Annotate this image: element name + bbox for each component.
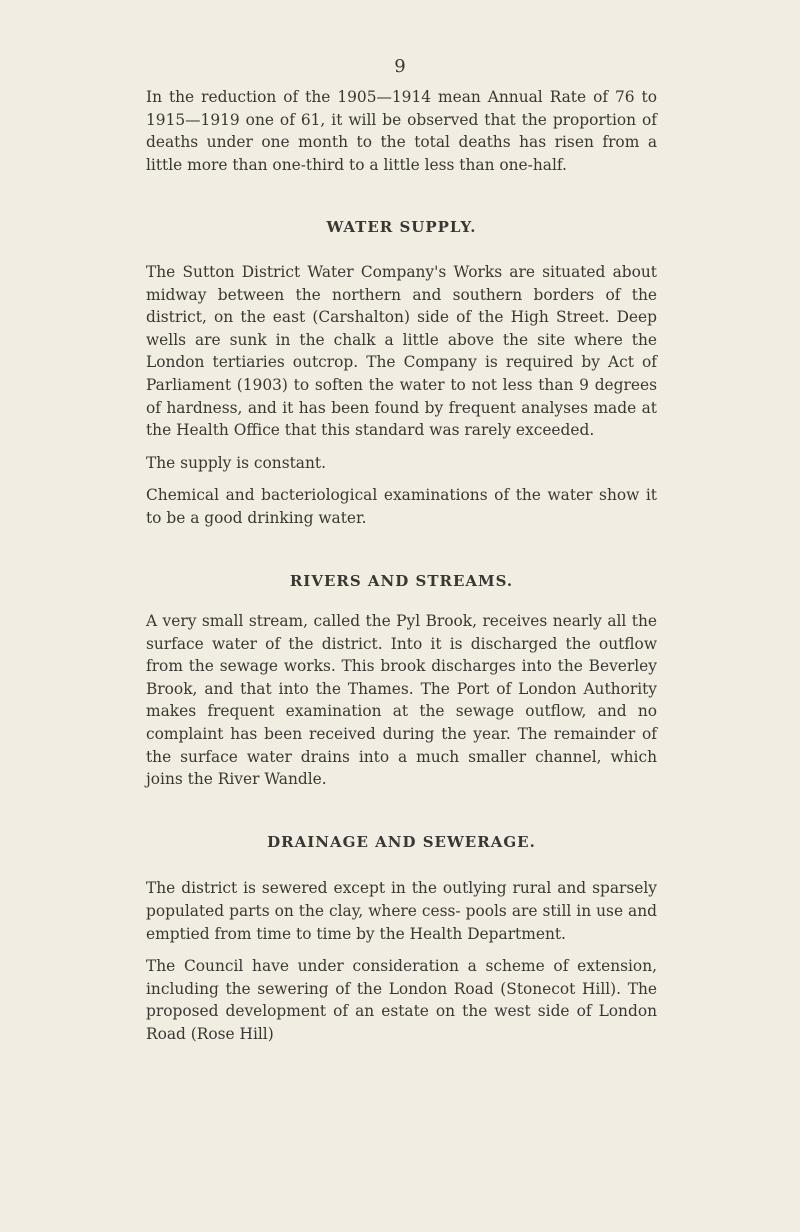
page-number: 9 bbox=[394, 56, 406, 77]
drainage-paragraph-2: The Council have under consideration a scheme of extension, including the sewering of the London Road (Stonecot Hill). The proposed development of an estate on the west side of London Road (Rose Hill) bbox=[146, 957, 657, 1043]
water-supply-heading: WATER SUPPLY. bbox=[326, 218, 477, 237]
drainage-heading: DRAINAGE AND SEWERAGE. bbox=[267, 832, 536, 851]
drainage-paragraph-1: The district is sewered except in the outlying rural and sparsely populated parts on the clay, where cess- pools are still in use and emptied from time to time by the Health Department. bbox=[146, 879, 657, 943]
rivers-heading: RIVERS AND STREAMS. bbox=[289, 571, 514, 590]
text-column bbox=[146, 86, 657, 1046]
water-supply-paragraph-2: The supply is constant. bbox=[146, 453, 326, 472]
intro-paragraph: In the reduction of the 1905—1914 mean Annual Rate of 76 to 1915—1919 one of 61, it will be observed that the proportion of deaths under one month to the total deaths has risen from a little more than one-third to a little less than one-half. bbox=[146, 88, 657, 174]
water-supply-paragraph-3: Chemical and bacteriological examinations of the water show it to be a good drinking water. bbox=[146, 486, 657, 527]
water-supply-paragraph-1: The Sutton District Water Company's Works are situated about midway between the northern and southern borders of the district, on the east (Carshalton) side of the High Street. Deep wells are sunk in the chalk a little above the site where the London tertiaries outcrop. The Company is required by Act of Parliament (1903) to soften the water to not less than 9 degrees of hardness, and it has been found by frequent analyses made at the Health Office that this standard was rarely exceeded. bbox=[146, 262, 657, 440]
rivers-paragraph-1: A very small stream, called the Pyl Brook, receives nearly all the surface water of the district. Into it is discharged the outflow from the sewage works. This brook discharges into the Beverley Brook, and that into the Thames. The Port of London Authority makes frequent examination at the sewage outflow, and no complaint has been received during the year. The remainder of the surface water drains into a much smaller channel, which joins the River Wandle. bbox=[146, 612, 657, 789]
